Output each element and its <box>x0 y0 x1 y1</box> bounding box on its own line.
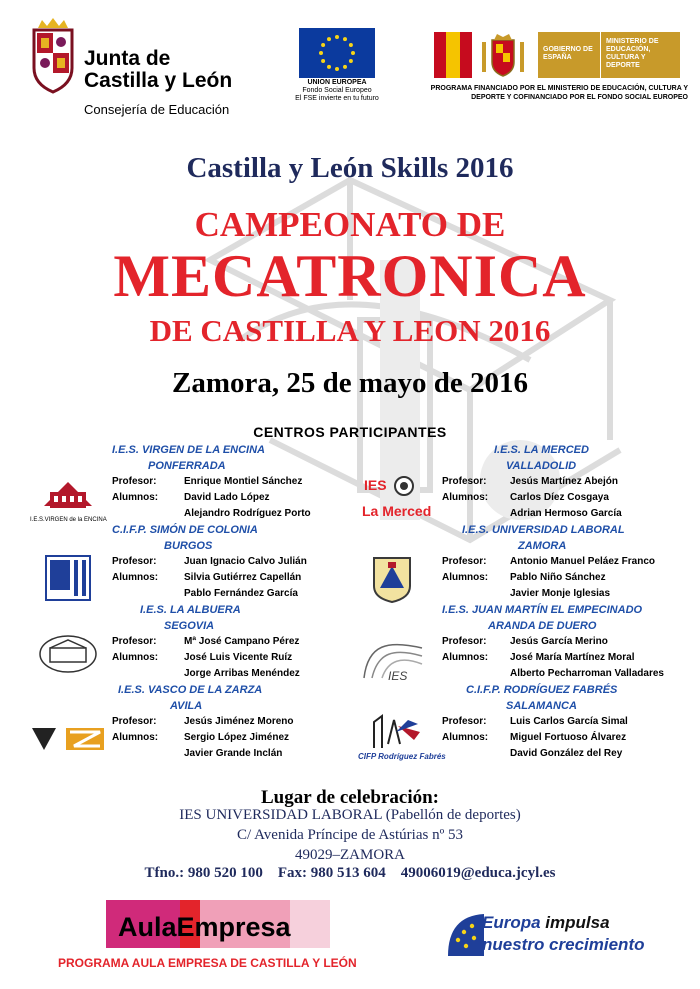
junta-castilla-leon-logo <box>26 18 246 116</box>
center-city: BURGOS <box>164 540 213 552</box>
center-city: AVILA <box>170 700 203 712</box>
profesor-label: Profesor: <box>442 556 487 567</box>
event-date: Zamora, 25 de mayo de 2016 <box>171 367 529 399</box>
venue-contact: Tfno.: 980 520 100 Fax: 980 513 604 49006019@educa.jcyl.es <box>144 865 556 881</box>
center-card-la-merced <box>358 444 688 524</box>
alumno-name: Javier Monje Iglesias <box>510 588 611 599</box>
europa-impulsa-line1 <box>482 913 610 933</box>
gobierno-espana-logo <box>418 28 688 108</box>
center-name: I.E.S. LA ALBUERA <box>140 604 241 616</box>
gobierno-espana-label: GOBIERNO DE ESPAÑA <box>538 32 600 78</box>
eu-star-icon <box>343 37 347 41</box>
profesor-name: Antonio Manuel Peláez Franco <box>510 556 656 567</box>
spain-coat-of-arms-icon <box>434 32 538 78</box>
profesor-name: Jesús García Merino <box>510 636 608 647</box>
center-card-simon-colonia <box>30 524 360 604</box>
eu-star-icon <box>321 43 325 47</box>
castilla-leon-crest-icon <box>28 18 78 94</box>
simon-colonia-logo-icon <box>44 554 92 602</box>
center-card-rodriguez-fabres <box>358 684 688 764</box>
profesor-name: Jesús Jiménez Moreno <box>184 716 294 727</box>
financing-note: PROGRAMA FINANCIADO POR EL MINISTERIO DE EDUCACIÓN, CULTURA Y DEPORTE Y COFINANCIADO POR EL FONDO SOCIAL EUROPEO <box>430 85 688 101</box>
center-name: I.E.S. JUAN MARTÍN EL EMPECINADO <box>442 604 643 616</box>
center-city: PONFERRADA <box>148 460 226 472</box>
profesor-label: Profesor: <box>112 556 157 567</box>
alumnos-label: Alumnos: <box>442 492 489 503</box>
center-city: VALLADOLID <box>506 460 577 472</box>
center-logo-caption: I.E.S.VIRGEN de la ENCINA <box>30 517 107 523</box>
alumno-name: Alberto Pecharroman Valladares <box>510 668 664 679</box>
la-merced-logo-icon <box>360 474 432 522</box>
alumnos-label: Alumnos: <box>112 732 159 743</box>
alumno-name: Miguel Fortuoso Álvarez <box>510 732 627 743</box>
center-name: I.E.S. UNIVERSIDAD LABORAL <box>462 524 625 536</box>
svg-text:La Merced: La Merced <box>362 503 432 519</box>
alumno-name: José Luis Vicente Ruíz <box>184 652 293 663</box>
eu-motto: El FSE invierte en tu futuro <box>295 95 379 102</box>
alumnos-label: Alumnos: <box>112 492 159 503</box>
europa-impulsa-line2: nuestro crecimiento <box>482 935 645 954</box>
eu-star-icon <box>349 43 353 47</box>
event-subtitle: Castilla y León Skills 2016 <box>186 152 514 184</box>
eu-star-icon <box>335 35 339 39</box>
universidad-laboral-shield-icon <box>370 554 414 604</box>
aula-empresa-wordmark: AulaEmpresa <box>118 912 291 942</box>
profesor-label: Profesor: <box>442 716 487 727</box>
center-city: SALAMANCA <box>506 700 577 712</box>
europa-word: Europa <box>482 913 541 932</box>
profesor-label: Profesor: <box>112 716 157 727</box>
center-logo-caption: CIFP Rodríguez Fabrés <box>358 752 446 761</box>
title-mecatronica: MECATRONICA <box>113 243 587 309</box>
svg-text:IES: IES <box>364 477 387 493</box>
eu-star-icon <box>327 65 331 69</box>
profesor-label: Profesor: <box>112 476 157 487</box>
aula-empresa-logo <box>106 898 330 950</box>
center-card-virgen-encina <box>30 444 360 524</box>
eu-star-icon <box>343 65 347 69</box>
alumno-name: David González del Rey <box>510 748 623 759</box>
center-card-la-albuera <box>30 604 360 684</box>
alumnos-label: Alumnos: <box>112 572 159 583</box>
europa-impulsa-logo <box>444 908 654 962</box>
eu-label: UNION EUROPEA <box>307 79 367 86</box>
center-card-universidad-laboral <box>358 524 688 604</box>
profesor-label: Profesor: <box>442 476 487 487</box>
alumno-name: Pablo Niño Sánchez <box>510 572 606 583</box>
alumnos-label: Alumnos: <box>442 572 489 583</box>
profesor-name: Enrique Montiel Sánchez <box>184 476 303 487</box>
venue-postal-city: 49029–ZAMORA <box>294 847 405 863</box>
center-name: I.E.S. LA MERCED <box>494 444 589 456</box>
center-name: I.E.S. VASCO DE LA ZARZA <box>118 684 263 696</box>
eu-star-icon <box>335 67 339 71</box>
title-campeonato: CAMPEONATO DE <box>194 205 506 244</box>
alumno-name: Silvia Gutiérrez Capellán <box>184 572 302 583</box>
el-empecinado-logo-icon <box>358 634 428 682</box>
jcyl-name-line1: Junta de <box>84 47 171 70</box>
eu-star-icon <box>327 37 331 41</box>
virgen-encina-logo-icon <box>30 476 106 520</box>
centros-heading: CENTROS PARTICIPANTES <box>253 424 447 440</box>
title-castilla-leon: DE CASTILLA Y LEON 2016 <box>149 313 551 348</box>
center-name: C.I.F.P. SIMÓN DE COLONIA <box>112 524 258 536</box>
alumnos-label: Alumnos: <box>112 652 159 663</box>
eu-star-icon <box>349 59 353 63</box>
profesor-name: Juan Ignacio Calvo Julián <box>184 556 307 567</box>
jcyl-name-line2: Castilla y León <box>84 69 233 92</box>
venue-name: IES UNIVERSIDAD LABORAL (Pabellón de deportes) <box>179 807 521 823</box>
alumno-name: Pablo Fernández García <box>184 588 298 599</box>
alumnos-label: Alumnos: <box>442 652 489 663</box>
center-city: SEGOVIA <box>164 620 215 632</box>
alumno-name: Alejandro Rodríguez Porto <box>184 508 311 519</box>
center-city: ARANDA DE DUERO <box>488 620 597 632</box>
alumno-name: José María Martínez Moral <box>510 652 635 663</box>
center-name: I.E.S. VIRGEN DE LA ENCINA <box>112 444 266 456</box>
venue-address: C/ Avenida Príncipe de Astúrias nº 53 <box>236 827 463 843</box>
vasco-zarza-logo-icon <box>30 726 106 752</box>
profesor-name: Luis Carlos García Simal <box>510 716 628 727</box>
profesor-name: Mª José Campano Pérez <box>184 636 300 647</box>
alumno-name: Javier Grande Inclán <box>184 748 283 759</box>
alumno-name: David Lado López <box>184 492 270 503</box>
eu-flag-icon <box>299 28 375 78</box>
rodriguez-fabres-logo-icon <box>360 714 426 750</box>
impulsa-word: impulsa <box>545 913 610 932</box>
alumno-name: Sergio López Jiménez <box>184 732 290 743</box>
alumnos-label: Alumnos: <box>442 732 489 743</box>
eu-star-icon <box>319 51 323 55</box>
eu-star-icon <box>351 51 355 55</box>
center-city: ZAMORA <box>518 540 567 552</box>
ministerio-label: MINISTERIO DE EDUCACIÓN, CULTURA Y DEPORTE <box>600 32 680 78</box>
eu-fse-logo <box>282 28 392 108</box>
svg-text:IES: IES <box>388 669 408 683</box>
center-name: C.I.F.P. RODRÍGUEZ FABRÉS <box>466 684 618 696</box>
la-albuera-logo-icon <box>38 634 98 680</box>
aula-empresa-program: PROGRAMA AULA EMPRESA DE CASTILLA Y LEÓN <box>58 956 357 970</box>
alumno-name: Carlos Díez Cosgaya <box>510 492 609 503</box>
jcyl-consejeria: Consejería de Educación <box>84 102 230 117</box>
eu-fund: Fondo Social Europeo <box>302 87 372 94</box>
alumno-name: Jorge Arribas Menéndez <box>184 668 300 679</box>
eu-star-icon <box>321 59 325 63</box>
venue-title: Lugar de celebración: <box>260 787 439 808</box>
profesor-name: Jesús Martínez Abejón <box>510 476 618 487</box>
center-card-el-empecinado <box>358 604 688 684</box>
profesor-label: Profesor: <box>112 636 157 647</box>
center-card-vasco-zarza <box>30 684 360 764</box>
alumno-name: Adrian Hermoso García <box>510 508 622 519</box>
profesor-label: Profesor: <box>442 636 487 647</box>
